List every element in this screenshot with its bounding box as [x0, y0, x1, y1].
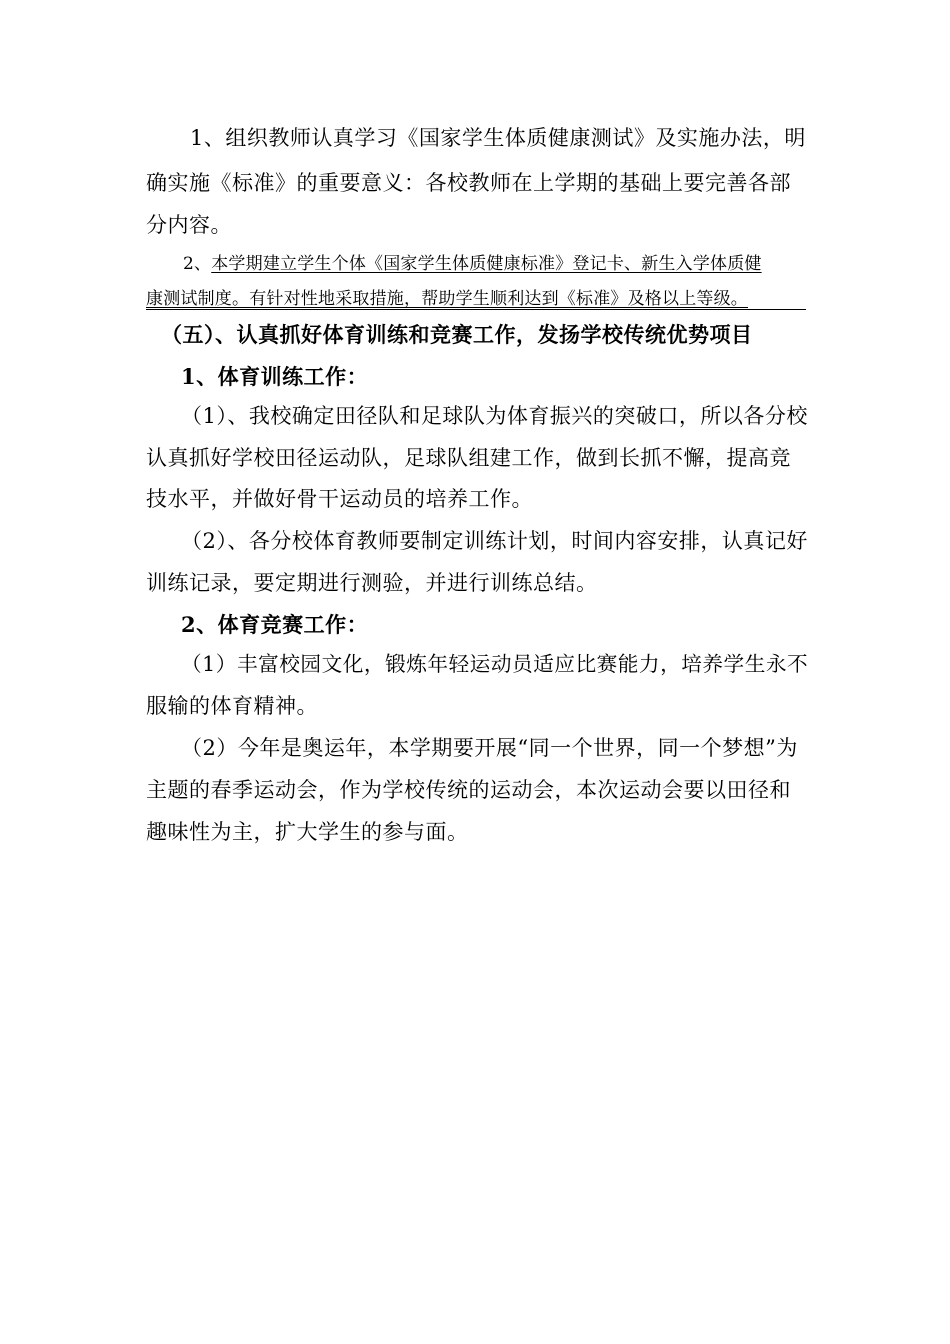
item2-line2: 康测试制度。有针对性地采取措施，帮助学生顺利达到《标准》及格以上等级。: [146, 289, 748, 309]
training-p1-line3: 技水平，并做好骨干运动员的培养工作。: [146, 487, 533, 511]
underline-rule: [146, 309, 806, 310]
item2-line1-text: 本学期建立学生个体《国家学生体质健康标准》登记卡、新生入学体质健: [211, 254, 762, 274]
training-p1-line2: 认真抓好学校田径运动队，足球队组建工作，做到长抓不懈，提高竞: [146, 446, 791, 470]
item1-line2: 确实施《标准》的重要意义：各校教师在上学期的基础上要完善各部: [146, 171, 791, 195]
training-heading: 1、体育训练工作：: [181, 364, 369, 389]
competition-p2-line2: 主题的春季运动会，作为学校传统的运动会，本次运动会要以田径和: [146, 778, 791, 802]
item2-prefix: 2、: [183, 254, 212, 274]
training-p2-line2: 训练记录，要定期进行测验，并进行训练总结。: [146, 571, 598, 595]
competition-p2-line3: 趣味性为主，扩大学生的参与面。: [146, 820, 469, 844]
competition-heading: 2、体育竞赛工作：: [181, 612, 369, 637]
competition-p1-line2: 服输的体育精神。: [146, 694, 318, 718]
training-p2-line1: （2）、各分校体育教师要制定训练计划，时间内容安排，认真记好: [181, 529, 808, 553]
item1-line3: 分内容。: [146, 213, 232, 237]
section5-heading: （五）、认真抓好体育训练和竞赛工作，发扬学校传统优势项目: [161, 322, 753, 347]
competition-p2-line1: （2）今年是奥运年，本学期要开展“同一个世界，同一个梦想”为: [181, 736, 798, 760]
training-p1-line1: （1）、我校确定田径队和足球队为体育振兴的突破口，所以各分校: [181, 404, 808, 428]
competition-p1-line1: （1）丰富校园文化，锻炼年轻运动员适应比赛能力，培养学生永不: [181, 652, 809, 676]
item1-line1: 1、组织教师认真学习《国家学生体质健康测试》及实施办法，明: [190, 126, 806, 150]
item2-line1: [183, 252, 762, 276]
